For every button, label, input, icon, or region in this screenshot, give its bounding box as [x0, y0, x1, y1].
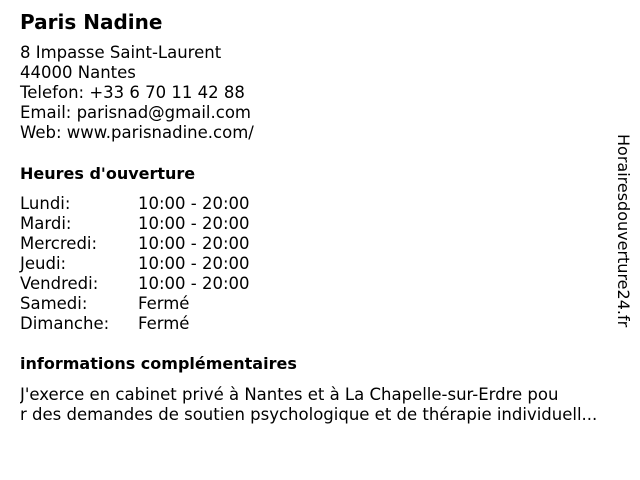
hours-day: Mercredi: — [20, 234, 98, 253]
hours-row — [20, 254, 250, 274]
hours-row — [20, 194, 250, 214]
hours-time: 10:00 - 20:00 — [138, 254, 250, 273]
hours-day: Mardi: — [20, 214, 72, 233]
hours-row — [20, 294, 250, 314]
hours-row — [20, 314, 250, 334]
hours-day: Dimanche: — [20, 314, 110, 333]
business-name: Paris Nadine — [20, 10, 163, 34]
info-heading: informations complémentaires — [20, 354, 297, 373]
hours-time: 10:00 - 20:00 — [138, 234, 250, 253]
hours-day: Vendredi: — [20, 274, 99, 293]
hours-heading: Heures d'ouverture — [20, 164, 196, 183]
hours-time: Fermé — [138, 314, 190, 333]
hours-table — [20, 194, 250, 334]
hours-time: 10:00 - 20:00 — [138, 194, 250, 213]
description-line: J'exerce en cabinet privé à Nantes et à La Chapelle-sur-Erdre pou — [20, 385, 559, 404]
description-block — [20, 385, 630, 425]
phone-text: Telefon: +33 6 70 11 42 88 — [20, 83, 245, 102]
hours-day: Lundi: — [20, 194, 71, 213]
hours-row — [20, 274, 250, 294]
hours-time: 10:00 - 20:00 — [138, 214, 250, 233]
address-street: 8 Impasse Saint-Laurent — [20, 43, 222, 62]
description-line: r des demandes de soutien psychologique et de thérapie individuell... — [20, 405, 598, 424]
hours-row — [20, 214, 250, 234]
hours-time: Fermé — [138, 294, 190, 313]
address-city: 44000 Nantes — [20, 63, 136, 82]
hours-day: Samedi: — [20, 294, 88, 313]
web-text: Web: www.parisnadine.com/ — [20, 123, 254, 142]
email-text: Email: parisnad@gmail.com — [20, 103, 251, 122]
hours-row — [20, 234, 250, 254]
hours-time: 10:00 - 20:00 — [138, 274, 250, 293]
hours-day: Jeudi: — [20, 254, 67, 273]
site-watermark-label: Horairesdouverture24.fr — [614, 134, 633, 328]
contact-block — [20, 43, 254, 143]
